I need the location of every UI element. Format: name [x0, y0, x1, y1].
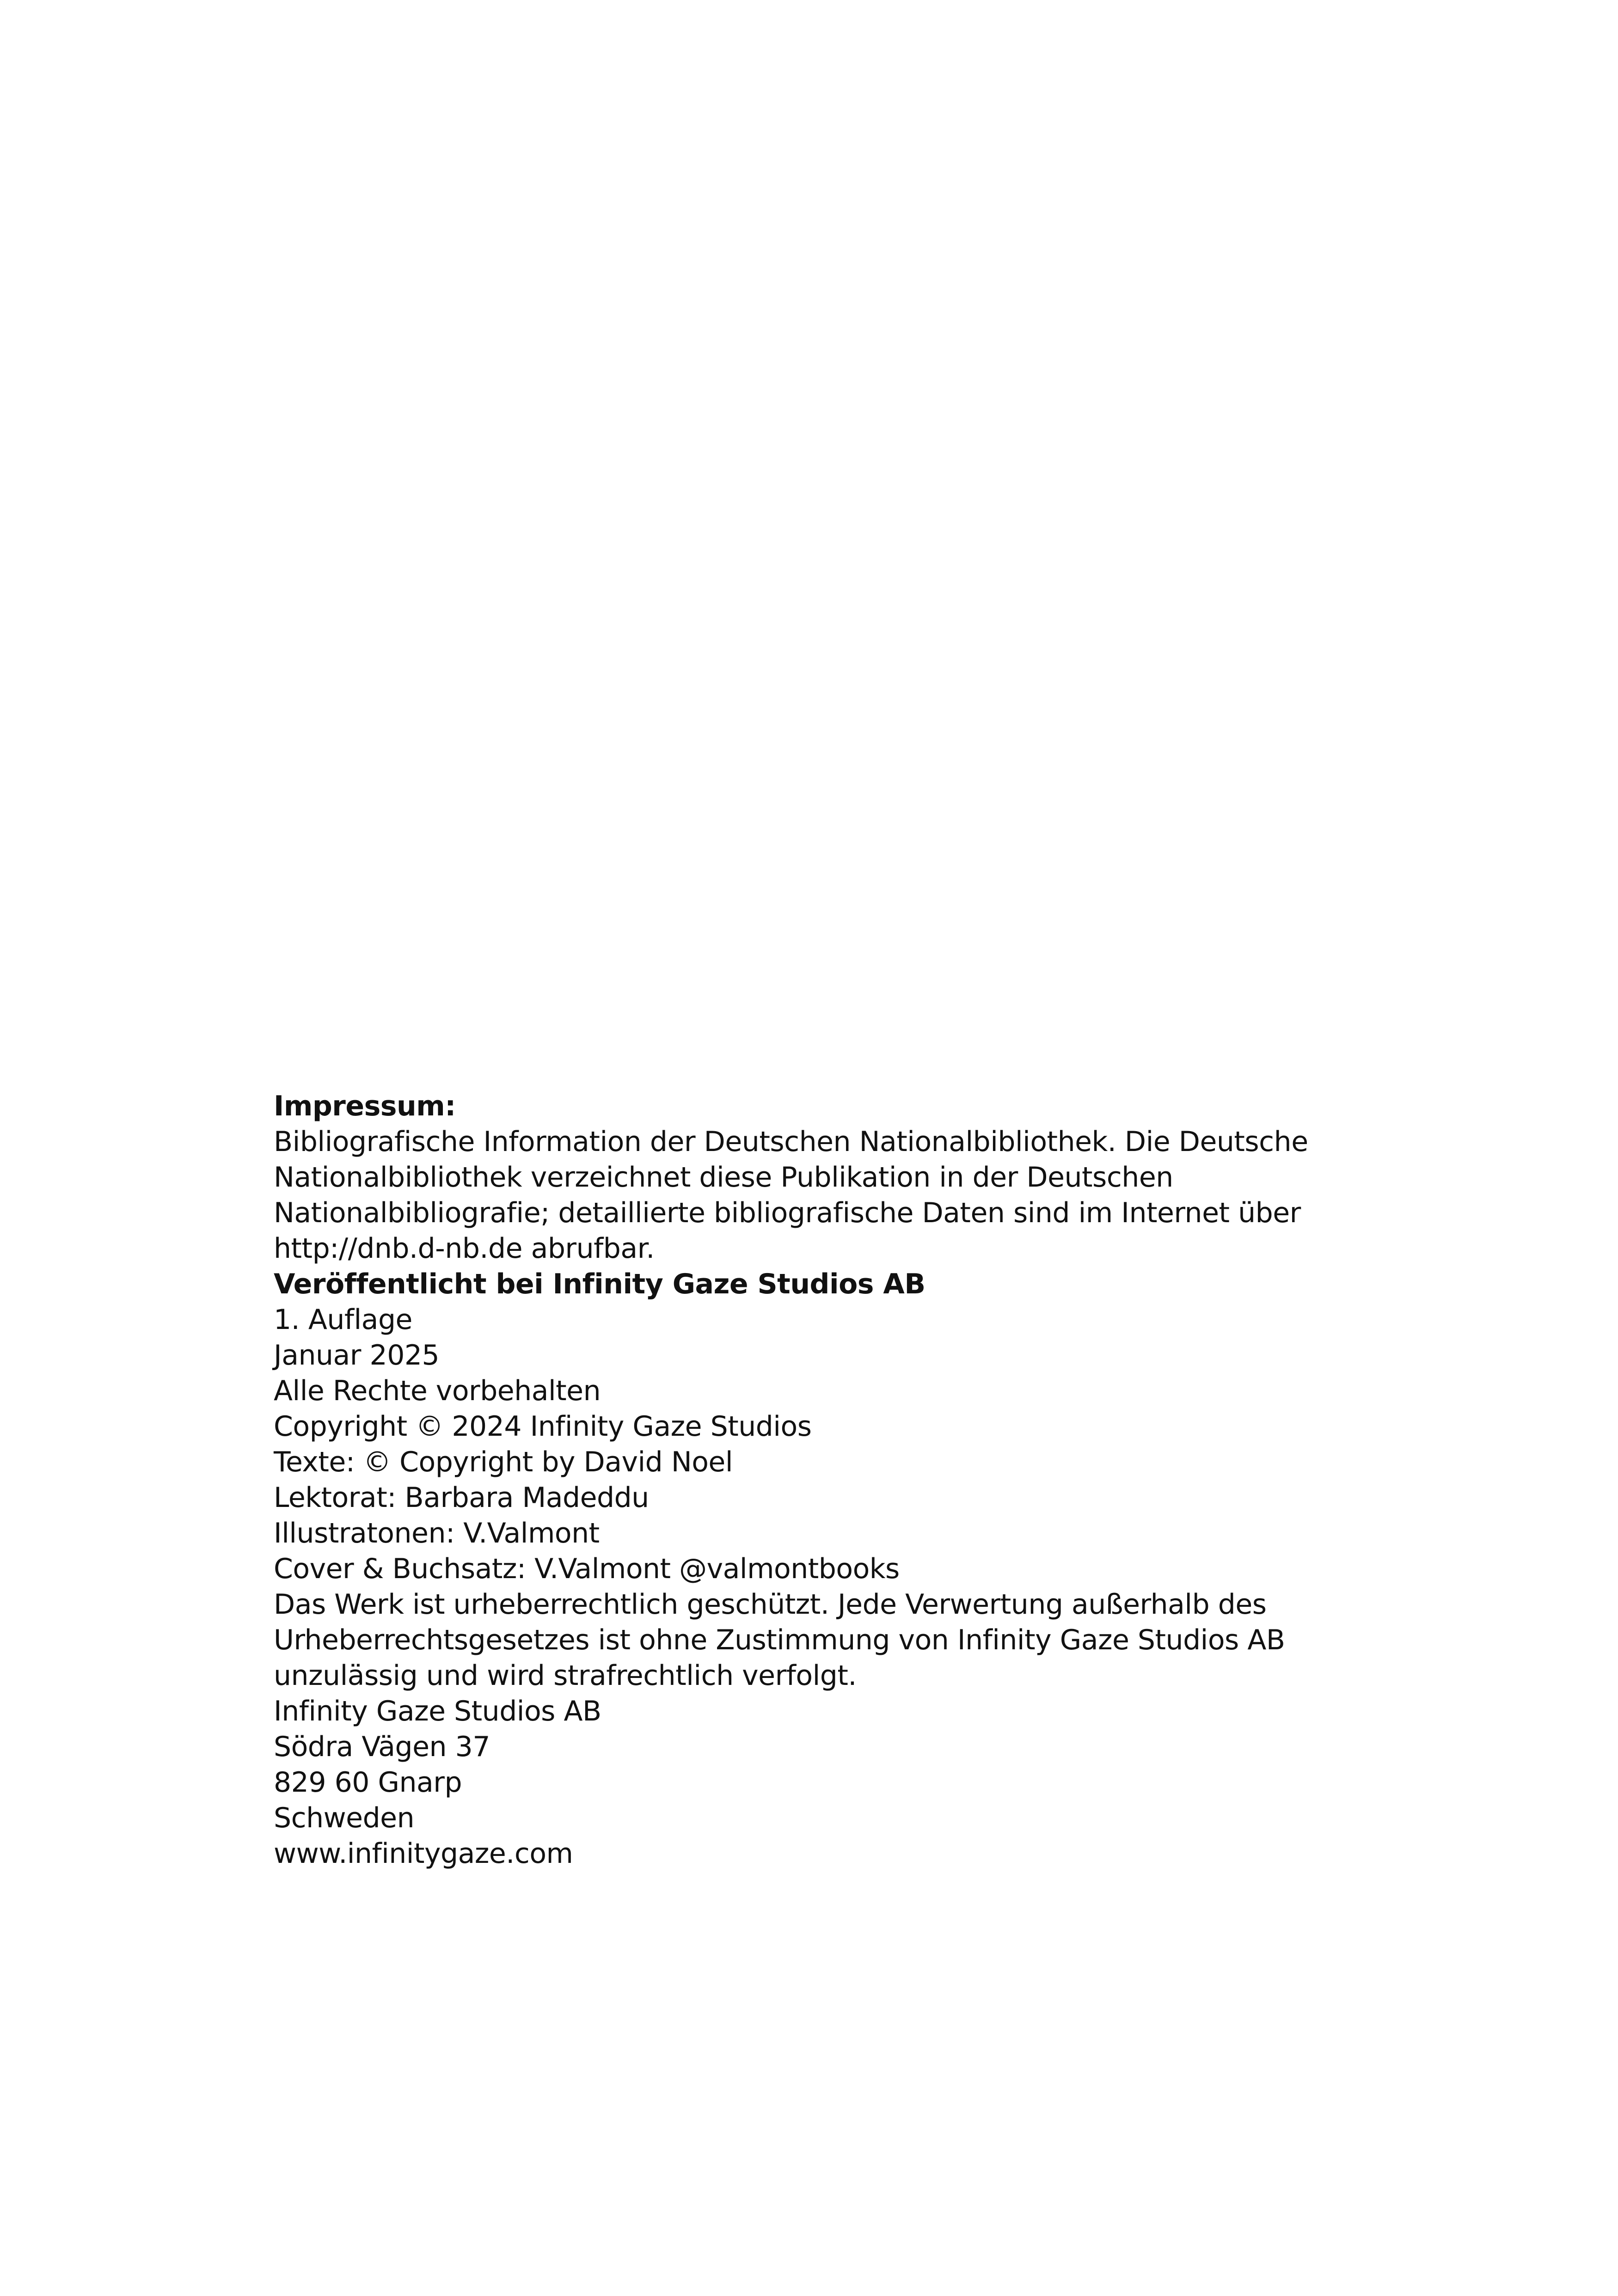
- copyright-line: Copyright © 2024 Infinity Gaze Studios: [274, 1410, 812, 1443]
- publisher-line: Veröffentlicht bei Infinity Gaze Studios AB: [274, 1268, 925, 1300]
- address-postal: 829 60 Gnarp: [274, 1766, 462, 1799]
- address-company: Infinity Gaze Studios AB: [274, 1695, 601, 1727]
- legal-notice-line: Urheberrechtsgesetzes ist ohne Zustimmung von Infinity Gaze Studios AB: [274, 1624, 1285, 1656]
- address-country: Schweden: [274, 1802, 415, 1834]
- edition-line: 1. Auflage: [274, 1304, 412, 1336]
- bibliography-line: Bibliografische Information der Deutschen Nationalbibliothek. Die Deutsche: [274, 1126, 1308, 1158]
- cover-credit-line: Cover & Buchsatz: V.Valmont @valmontbooks: [274, 1553, 900, 1585]
- bibliography-line: Nationalbibliothek verzeichnet diese Publikation in der Deutschen: [274, 1161, 1173, 1194]
- address-street: Södra Vägen 37: [274, 1731, 490, 1763]
- editing-credit-line: Lektorat: Barbara Madeddu: [274, 1482, 649, 1514]
- rights-line: Alle Rechte vorbehalten: [274, 1375, 601, 1407]
- legal-notice-line: unzulässig und wird strafrechtlich verfolgt.: [274, 1659, 857, 1692]
- imprint-block: [274, 1089, 1383, 1872]
- date-line: Januar 2025: [274, 1339, 440, 1371]
- bibliography-line: Nationalbibliografie; detaillierte bibliografische Daten sind im Internet über: [274, 1197, 1301, 1229]
- legal-notice-line: Das Werk ist urheberrechtlich geschützt. Jede Verwertung außerhalb des: [274, 1588, 1267, 1621]
- illustrations-credit-line: Illustratonen: V.Valmont: [274, 1517, 600, 1549]
- website-text: www.infinitygaze.com: [274, 1837, 573, 1870]
- texts-credit-line: Texte: © Copyright by David Noel: [274, 1446, 733, 1478]
- imprint-heading: Impressum:: [274, 1090, 456, 1122]
- bibliography-line: http://dnb.d-nb.de abrufbar.: [274, 1232, 655, 1265]
